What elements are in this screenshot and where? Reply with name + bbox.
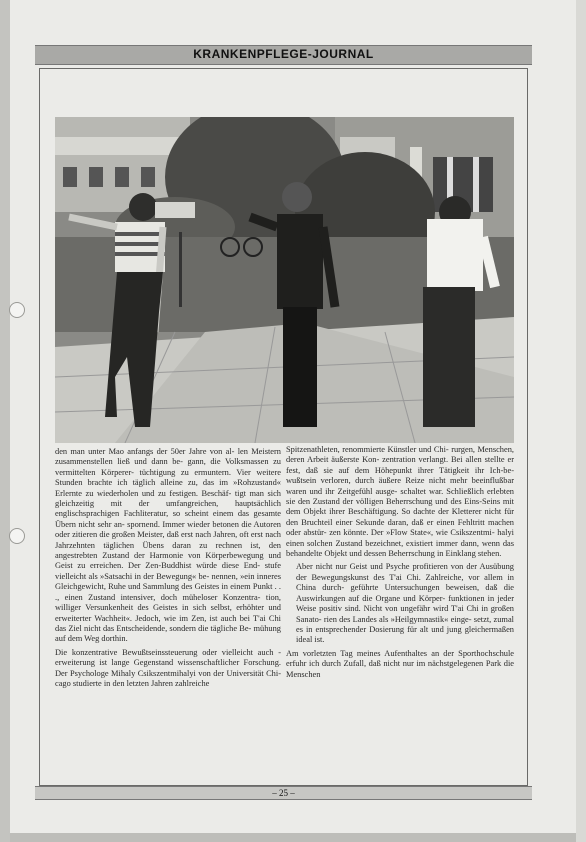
tai-chi-photo-illustration [55,117,514,443]
page-number: – 25 – [272,788,295,798]
binder-hole-upper [9,302,25,318]
tai-chi-photo [55,117,514,443]
right-paragraph-1: Spitzenathleten, renommierte Künstler und Chi- rurgen, Menschen, deren Arbeit äußerste Kon- zentration verlangt. Bei allen stellte er fest, daß sie auf dem Höhepunkt ihrer Tätigkeit ihr Ich-be- wußtsein verloren, durch äußere Reize nicht mehr beeinflußbar waren und ihr Zeitgefühl ausge- schaltet war. Schließlich erlebten sie den Zustand der völligen Beherrschung und des Eins-Seins mit dem Objekt ihrer Beschäftigung. So dachte der Kletterer nicht für den Bruchteil einer Sekunde daran, daß er einen Fehltritt machen oder abstür- zen könnte. Der »Flow State«, wie Csikszentmi- halyi einen solchen Zustand bezeichnet, existiert immer dann, wenn das behandelte Objekt und dessen Beherrschung in Einklang stehen. [286,445,514,559]
journal-title: KRANKENPFLEGE-JOURNAL [193,47,374,61]
article-column-right [286,445,514,775]
journal-header [35,45,532,65]
page-footer [35,786,532,800]
page-bottom-edge [10,833,576,842]
binder-hole-lower [9,528,25,544]
right-paragraph-3: Am vorletzten Tag meines Aufenthaltes an der Sporthochschule erfuhr ich durch Zufall, daß nicht nur im nächstgelegenen Park die Menschen [286,648,514,679]
left-paragraph-1: den man unter Mao anfangs der 50er Jahre von al- len Meistern zusammenstellen ließ und dann be- gann, die Volksmassen zu vermittelten Körperer- tüchtigung zu ermuntern. Vier weitere Stunden brachte ich täglich alleine zu, das im »Rohzustand« Erlernte zu wiederholen und zu festigen. Beschäf- tigt man sich gleichzeitig mit der umfangreichen, hauptsächlich englischsprachigen Fachliteratur, so scheint einem das gesamte Übern nicht sehr an- spornend. Immer wieder betonen die Autoren oder zitieren die großen Meister, daß erst nach Jahren, oft erst nach Jahrzehnten täglichen Übens daran zu rechnen ist, den angestrebten Zustand der Harmonie von Körperbewegung und Geist zu erreichen. Der Zen-Buddhist würde diese End- stufe vielleicht als »Satsachi in der Bewegung« be- nennen, »ein inneres Gleichgewicht, Ruhe und Sammlung des Geistes in einem Punkt . . ., einen Zustand intensiver, doch müheloser Konzentra- tion, williger Versunkenheit des Geistes in sich selbst, erhöhter und erweiterter Wachheit«. Jedoch, wie im Zen, ist auch bei T'ai Chi das Ziel nicht das Entscheidende, sondern die tägliche Be- mühung auf dem Weg dorthin. [55,447,281,644]
right-paragraph-2: Aber nicht nur Geist und Psyche profitieren von der Ausübung der Bewegungskunst des T'ai Chi. Zahlreiche, vor allem in China durch- geführte Untersuchungen beweisen, daß die Auswirkungen auf die Organe und Körper- funktionen in jeder Weise positiv sind. Nicht von ungefähr wird T'ai Chi in großen Sanato- rien des Landes als »Heilgymnastik« einge- setzt, zumal es in entsprechender Dosierung für alt und jung gleichermaßen ideal ist. [296,562,514,645]
page-shadow [0,0,10,842]
article-column-left [55,447,281,775]
left-paragraph-2: Die konzentrative Bewußtseinssteuerung oder vielleicht auch -erweiterung ist lange Gegenstand wissenschaftlicher Forschung. Der Psychologe Mihaly Csikszentmihalyi von der Universität Chi- cago studierte in den letzten Jahren zahlreiche [55,647,281,688]
